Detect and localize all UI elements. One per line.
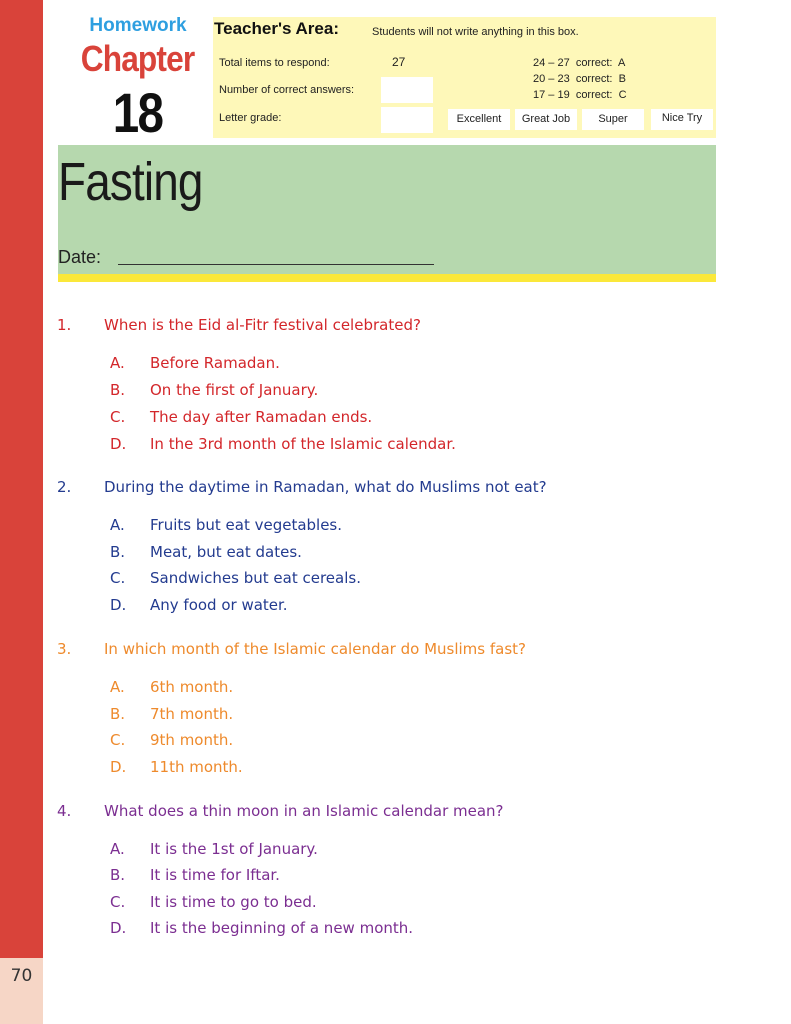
- option-text: The day after Ramadan ends.: [150, 408, 373, 426]
- grade-scale-a: 24 – 27 correct: A: [533, 57, 626, 69]
- option-letter: D.: [110, 919, 127, 937]
- correct-answers-field[interactable]: [381, 77, 433, 103]
- option-text: It is time for Iftar.: [150, 866, 280, 884]
- option-letter: A.: [110, 354, 125, 372]
- question-text: In which month of the Islamic calendar do Muslims fast?: [104, 640, 526, 658]
- teacher-area-title: Teacher's Area:: [214, 19, 339, 38]
- option-letter: D.: [110, 435, 127, 453]
- option-letter: C.: [110, 893, 126, 911]
- question-text: During the daytime in Ramadan, what do Muslims not eat?: [104, 478, 547, 496]
- option-text: It is the 1st of January.: [150, 840, 318, 858]
- option-letter: D.: [110, 758, 127, 776]
- question-number: 4.: [57, 802, 72, 820]
- correct-answers-label: Number of correct answers:: [219, 84, 355, 96]
- option-letter: B.: [110, 543, 126, 561]
- option-letter: A.: [110, 678, 125, 696]
- option-text: Meat, but eat dates.: [150, 543, 302, 561]
- question-number: 3.: [57, 640, 72, 658]
- question-number: 2.: [57, 478, 72, 496]
- grade-scale-c: 17 – 19 correct: C: [533, 89, 627, 101]
- option-letter: B.: [110, 866, 126, 884]
- option-text: In the 3rd month of the Islamic calendar.: [150, 435, 456, 453]
- option-letter: C.: [110, 569, 126, 587]
- option-text: Fruits but eat vegetables.: [150, 516, 343, 534]
- option-text: 7th month.: [150, 705, 234, 723]
- homework-label: Homework: [89, 15, 187, 36]
- chapter-label: Chapter: [80, 38, 195, 79]
- date-label: Date:: [58, 247, 102, 267]
- date-field[interactable]: [118, 264, 434, 265]
- letter-grade-field[interactable]: [381, 107, 433, 133]
- option-letter: C.: [110, 731, 126, 749]
- grade-scale-b: 20 – 23 correct: B: [533, 73, 626, 85]
- option-letter: B.: [110, 381, 126, 399]
- title-stripe: [58, 274, 716, 282]
- option-letter: D.: [110, 596, 127, 614]
- option-text: On the first of January.: [150, 381, 319, 399]
- option-letter: A.: [110, 840, 125, 858]
- side-color-bar: [0, 0, 43, 958]
- total-items-label: Total items to respond:: [219, 57, 330, 69]
- question-number: 1.: [57, 316, 72, 334]
- page-number: 70: [10, 966, 33, 986]
- grade-excellent: Excellent: [448, 109, 510, 130]
- letter-grade-label: Letter grade:: [219, 112, 282, 124]
- question-text: What does a thin moon in an Islamic calendar mean?: [104, 802, 504, 820]
- option-text: Sandwiches but eat cereals.: [150, 569, 361, 587]
- page-title: Fasting: [58, 152, 203, 212]
- option-text: 9th month.: [150, 731, 234, 749]
- chapter-number: 18: [112, 81, 163, 144]
- option-text: Any food or water.: [150, 596, 288, 614]
- question-text: When is the Eid al-Fitr festival celebrated?: [104, 316, 421, 334]
- option-letter: A.: [110, 516, 125, 534]
- grade-super: Super: [582, 109, 644, 130]
- option-letter: C.: [110, 408, 126, 426]
- option-text: It is the beginning of a new month.: [150, 919, 414, 937]
- grade-great-job: Great Job: [515, 109, 577, 130]
- teacher-area-note: Students will not write anything in this box.: [372, 26, 579, 38]
- option-text: Before Ramadan.: [150, 354, 280, 372]
- grade-nice-try: Nice Try: [651, 109, 713, 130]
- option-letter: B.: [110, 705, 126, 723]
- option-text: 11th month.: [150, 758, 243, 776]
- option-text: 6th month.: [150, 678, 234, 696]
- option-text: It is time to go to bed.: [150, 893, 317, 911]
- total-items-value: 27: [392, 55, 406, 69]
